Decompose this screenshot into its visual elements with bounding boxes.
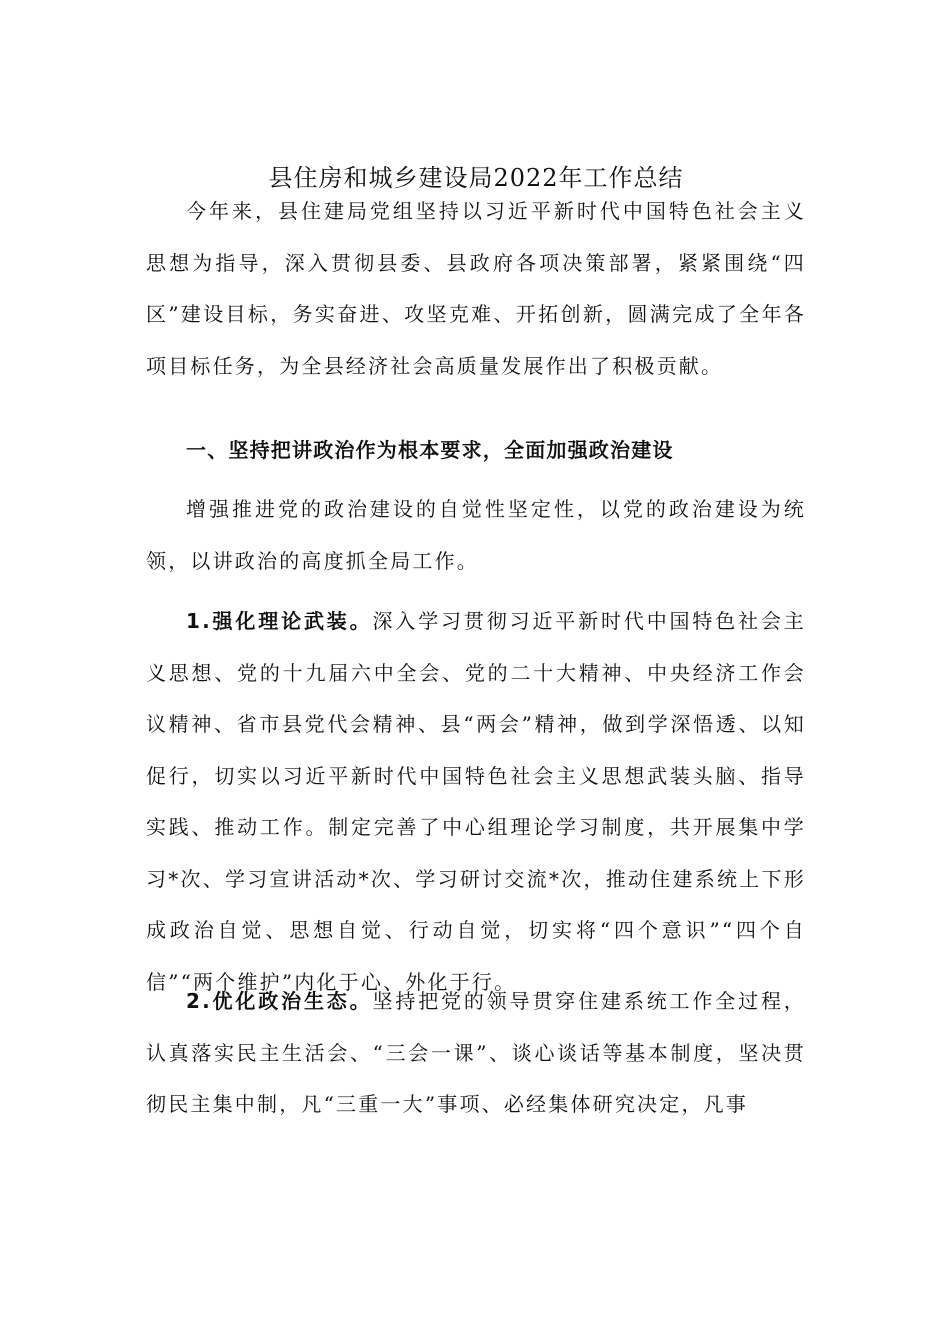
section-1-item-2-paragraph bbox=[146, 976, 806, 1131]
intro-paragraph: 今年来，县住建局党组坚持以习近平新时代中国特色社会主义思想为指导，深入贯彻县委、县政府各项决策部署，紧紧围绕“四区”建设目标，务实奋进、攻坚克难、开拓创新，圆满完成了全年各项目标任务，为全县经济社会高质量发展作出了积极贡献。 bbox=[146, 199, 806, 378]
section-1-item-1-paragraph bbox=[146, 596, 806, 1008]
section-1-intro-paragraph: 增强推进党的政治建设的自觉性坚定性，以党的政治建设为统领，以讲政治的高度抓全局工作。 bbox=[146, 497, 806, 573]
document-title: 县住房和城乡建设局2022年工作总结 bbox=[268, 164, 684, 192]
item-1-lead: 1.强化理论武装。 bbox=[186, 609, 373, 633]
section-1-heading: 一、坚持把讲政治作为根本要求，全面加强政治建设 bbox=[186, 438, 674, 462]
item-2-lead: 2.优化政治生态。 bbox=[186, 989, 373, 1013]
item-2-text: 坚持把党的领导贯穿住建系统工作全过程，认真落实民主生活会、“三会一课”、谈心谈话等基本制度，坚决贯彻民主集中制，凡“三重一大”事项、必经集体研究决定，凡事 bbox=[146, 989, 806, 1116]
document-page bbox=[146, 0, 806, 1344]
item-1-text: 深入学习贯彻习近平新时代中国特色社会主义思想、党的十九届六中全会、党的二十大精神、中央经济工作会议精神、省市县党代会精神、县“两会”精神，做到学深悟透、以知促行，切实以习近平新时代中国特色社会主义思想武装头脑、指导实践、推动工作。制定完善了中心组理论学习制度，共开展集中学习*次、学习宣讲活动*次、学习研讨交流*次，推动住建系统上下形成政治自觉、思想自觉、行动自觉，切实将“四个意识”“四个自信”“两个维护”内化于心、外化于行。 bbox=[146, 609, 806, 994]
